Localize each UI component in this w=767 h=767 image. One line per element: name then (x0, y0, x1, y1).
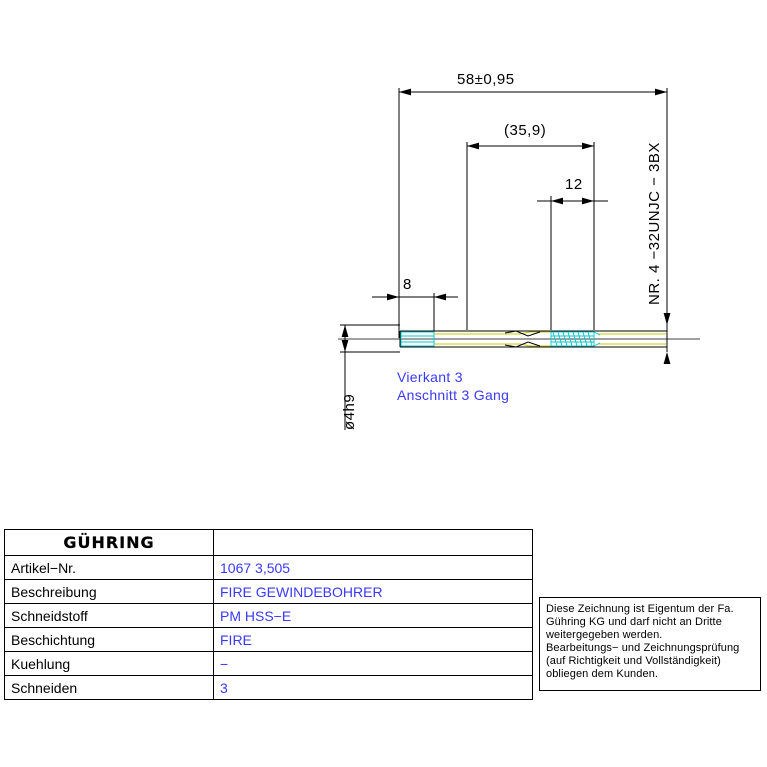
arrowhead (434, 294, 446, 301)
row-label-beschreibung: Beschreibung (5, 580, 214, 604)
legal-line: Gühring KG und darf nicht an Dritte (546, 616, 722, 628)
arrowhead (342, 325, 349, 337)
arrowhead (387, 294, 399, 301)
legal-line: obliegen dem Kunden. (546, 668, 659, 680)
note-square: Vierkant 3 (397, 369, 463, 385)
dim-thread-length (537, 196, 608, 330)
row-label-kuehlung: Kuehlung (5, 652, 214, 676)
arrowhead (551, 198, 563, 205)
logo-blank-cell (214, 530, 533, 556)
legal-line: (auf Richtigkeit und Vollständigkeit) (546, 655, 721, 667)
arrowhead (664, 352, 671, 364)
row-value-beschichtung: FIRE (214, 628, 533, 652)
logo-cell (5, 530, 214, 556)
table-row (5, 580, 533, 604)
arrowhead (582, 198, 594, 205)
note-chamfer: Anschnitt 3 Gang (397, 387, 510, 403)
arrowhead (655, 89, 667, 96)
legal-line: Bearbeitungs− und Zeichnungsprüfung (546, 642, 740, 654)
dim-label-thread-spec: NR. 4 −32UNJC − 3BX (646, 142, 663, 305)
row-value-schneiden: 3 (214, 676, 533, 700)
title-block-table (4, 529, 533, 700)
table-row (5, 628, 533, 652)
dim-reference-length (467, 142, 594, 330)
row-value-kuehlung: − (214, 652, 533, 676)
dim-label-reference-length: (35,9) (504, 122, 547, 139)
row-value-beschreibung: FIRE GEWINDEBOHRER (214, 580, 533, 604)
guehring-logo: GÜHRING (63, 533, 155, 552)
row-label-beschichtung: Beschichtung (5, 628, 214, 652)
row-label-schneiden: Schneiden (5, 676, 214, 700)
arrowhead (399, 89, 411, 96)
row-value-schneidstoff: PM HSS−E (214, 604, 533, 628)
dim-label-thread-length: 12 (565, 176, 583, 193)
arrowhead (664, 313, 671, 325)
row-value-artikel-nr: 1067 3,505 (214, 556, 533, 580)
table-row (5, 556, 533, 580)
legal-line: weitergegeben werden. (546, 629, 663, 641)
arrowhead (342, 340, 349, 352)
dim-label-overall-length: 58±0,95 (457, 71, 515, 88)
table-row (5, 652, 533, 676)
legal-line: Diese Zeichnung ist Eigentum der Fa. (546, 603, 734, 615)
row-label-artikel-nr: Artikel−Nr. (5, 556, 214, 580)
legal-notice-box (539, 597, 761, 691)
table-row (5, 604, 533, 628)
table-row-logo (5, 530, 533, 556)
row-label-schneidstoff: Schneidstoff (5, 604, 214, 628)
dim-label-shank-diameter: ø4h9 (341, 393, 358, 430)
arrowhead (467, 143, 479, 150)
dim-label-square-length: 8 (403, 276, 412, 293)
table-row (5, 676, 533, 700)
arrowhead (582, 143, 594, 150)
